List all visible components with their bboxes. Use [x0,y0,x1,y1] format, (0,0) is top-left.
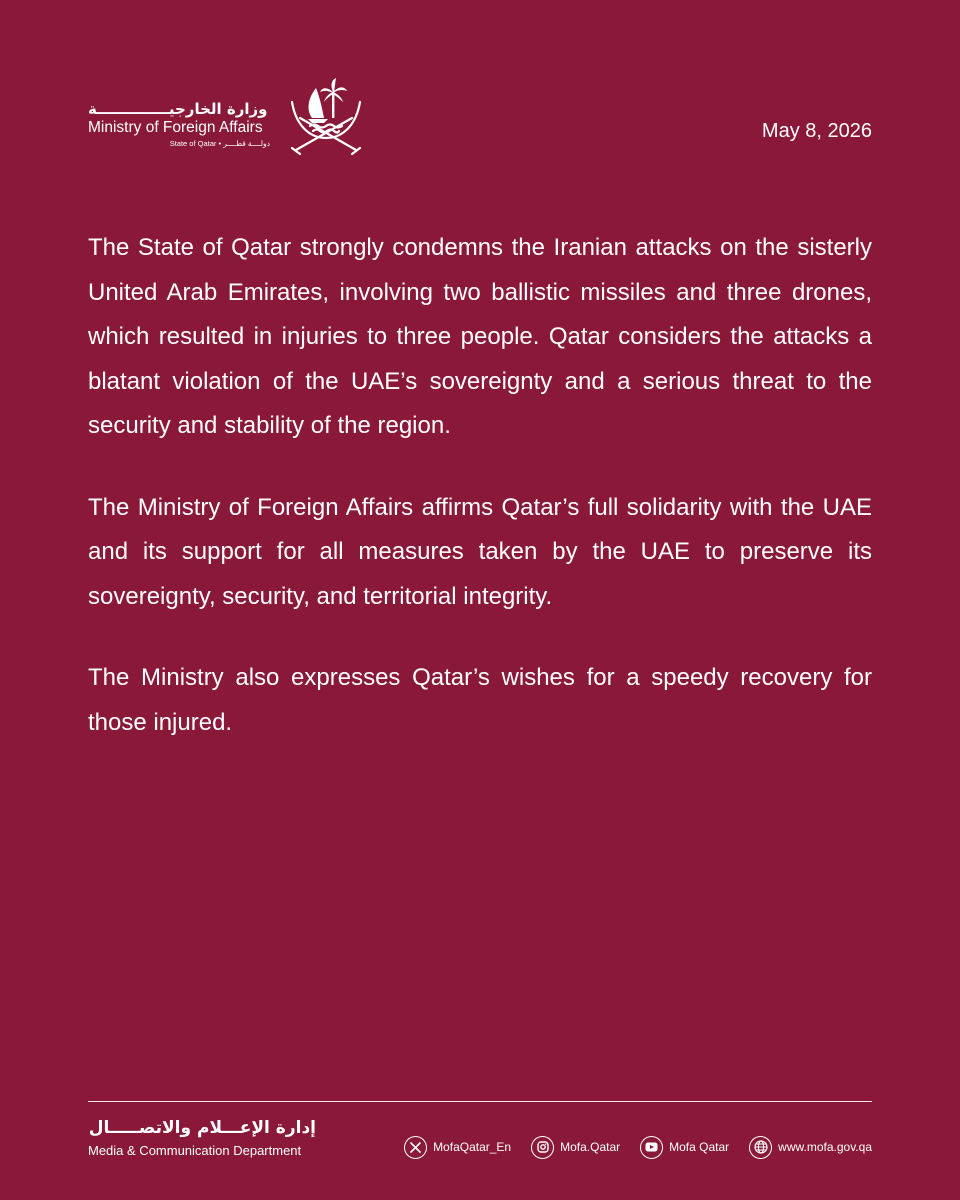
statement-paragraph-3: The Ministry also expresses Qatar’s wishes for a speedy recovery for those injured. [88,664,872,736]
statement-body [88,226,872,782]
header [88,72,872,162]
footer-divider [88,1101,872,1102]
social-link-website[interactable] [749,1136,872,1159]
social-link-instagram[interactable] [531,1136,620,1159]
globe-icon [749,1136,772,1159]
logo-subtitle: State of Qatar • دولــــة قطــــر [169,139,270,148]
social-label-website: www.mofa.gov.qa [778,1140,872,1154]
qatar-emblem-icon [286,74,366,158]
youtube-icon [640,1136,663,1159]
social-label-instagram: Mofa.Qatar [560,1140,621,1154]
statement-paragraph-2: The Ministry of Foreign Affairs affirms Qatar’s full solidarity with the UAE and its support for all measures taken by the UAE to preserve its sovereignty, security, and territorial integrity. [88,493,872,610]
statement-date: May 8, 2026 [761,120,872,142]
instagram-icon [531,1136,554,1159]
logo-arabic-name: وزارة الخارجيــــــــــــــة [88,100,268,118]
department-arabic-name: إدارة الإعـــلام والاتصـــــال [88,1118,316,1138]
statement-paragraph-1: The State of Qatar strongly condemns the Iranian attacks on the sisterly United Arab Emirates, involving two ballistic missiles and three drones, which resulted in injuries to three people. Qatar considers the attacks a blatant violation of the UAE’s sovereignty and a serious threat to the security and stability of the region. [88,234,872,439]
social-label-x: MofaQatar_En [433,1140,512,1154]
social-link-youtube[interactable] [640,1136,729,1159]
department-block [88,1116,348,1162]
social-links [404,1134,872,1160]
social-link-x[interactable] [404,1136,511,1159]
logo-text [88,100,280,150]
department-english-name: Media & Communication Department [88,1143,302,1158]
x-icon [404,1136,427,1159]
ministry-logo [88,72,368,162]
logo-english-name: Ministry of Foreign Affairs [88,119,263,136]
social-label-youtube: Mofa Qatar [669,1140,730,1154]
